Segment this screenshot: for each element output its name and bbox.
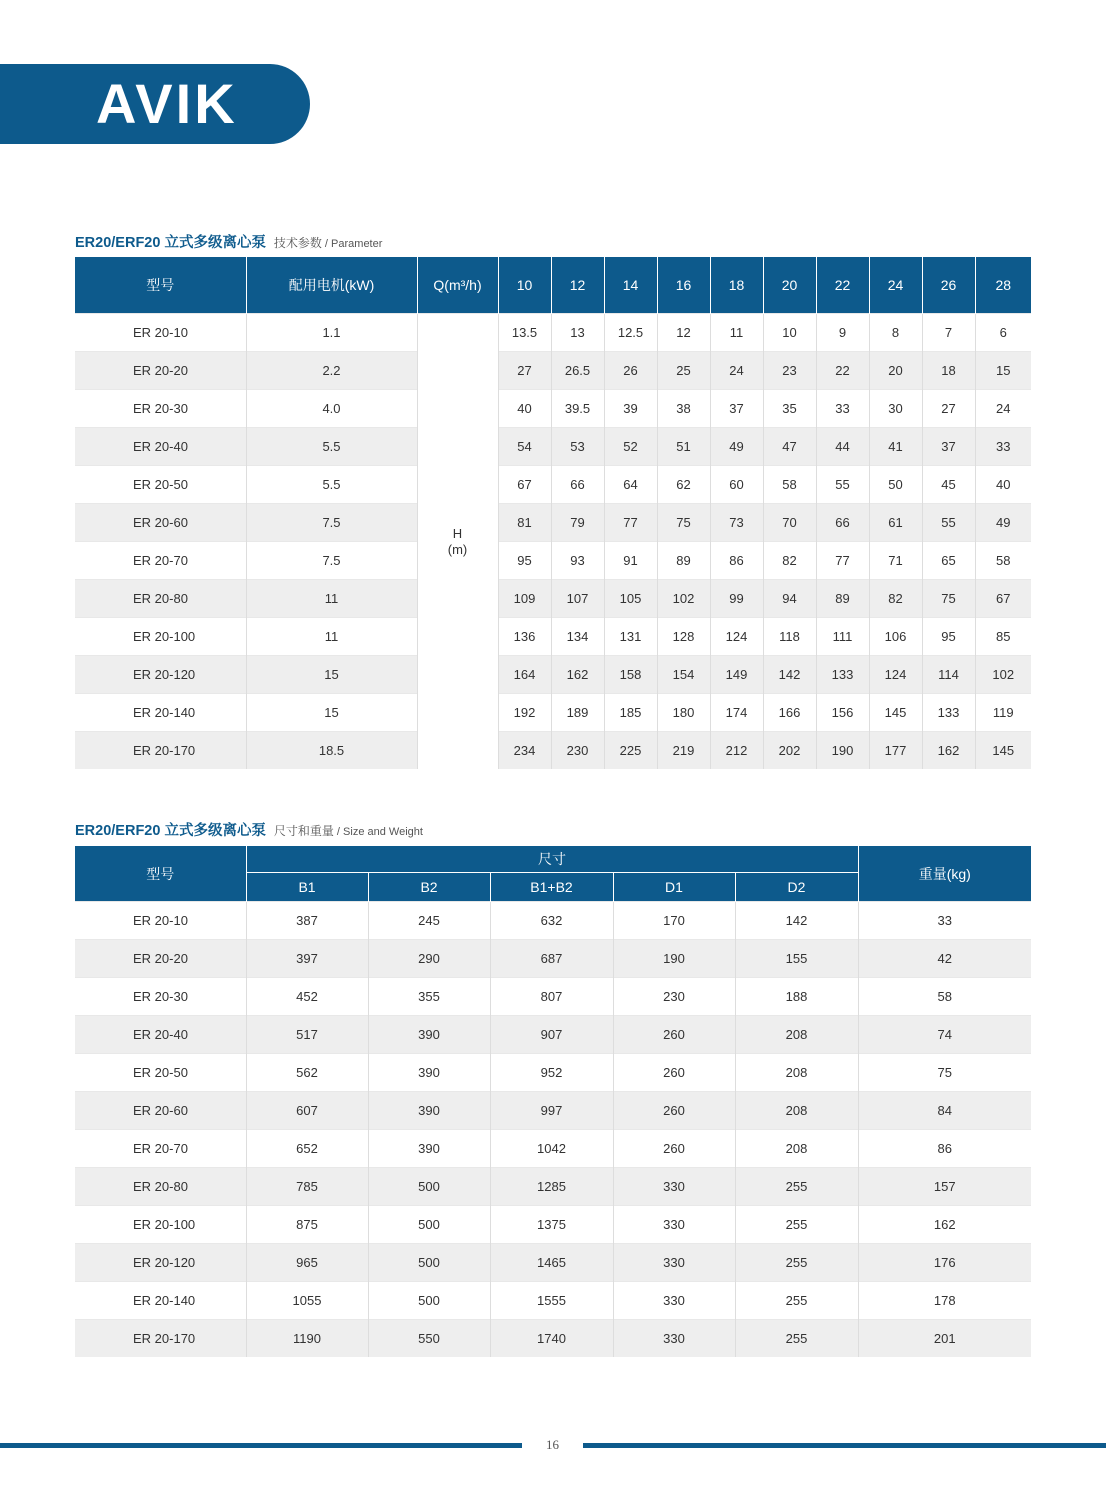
section-title-en: / Size and Weight: [333, 826, 423, 838]
section-title-sub: 尺寸和重量: [273, 824, 334, 838]
header-col-b1: B1: [246, 873, 368, 902]
head-value-cell: 162: [551, 656, 604, 694]
head-value-cell: 55: [816, 466, 869, 504]
table-row: [75, 694, 1031, 732]
page-number: 16: [546, 1437, 559, 1452]
b12-cell: 907: [490, 1016, 613, 1054]
head-value-cell: 66: [551, 466, 604, 504]
model-cell: ER 20-60: [75, 504, 246, 542]
head-value-cell: 133: [922, 694, 975, 732]
d1-cell: 170: [613, 902, 735, 940]
motor-cell: 11: [246, 618, 417, 656]
section-title-main: ER20/ERF20 立式多级离心泵: [75, 823, 266, 839]
b1-cell: 652: [246, 1130, 368, 1168]
motor-cell: 11: [246, 580, 417, 618]
table-row: [75, 1092, 1031, 1130]
table-row: [75, 656, 1031, 694]
head-value-cell: 47: [763, 428, 816, 466]
size-section-title: [75, 819, 423, 840]
d1-cell: 330: [613, 1320, 735, 1358]
d2-cell: 208: [735, 1054, 858, 1092]
motor-cell: 15: [246, 656, 417, 694]
table-row: [75, 940, 1031, 978]
d2-cell: 188: [735, 978, 858, 1016]
head-value-cell: 6: [975, 314, 1031, 352]
head-value-cell: 82: [869, 580, 922, 618]
header-flow-14: 14: [604, 257, 657, 314]
head-value-cell: 131: [604, 618, 657, 656]
parameter-section-title: [75, 231, 382, 252]
d2-cell: 155: [735, 940, 858, 978]
head-value-cell: 174: [710, 694, 763, 732]
parameter-table-header: [75, 257, 1031, 314]
d1-cell: 190: [613, 940, 735, 978]
head-value-cell: 124: [710, 618, 763, 656]
head-value-cell: 234: [498, 732, 551, 770]
head-value-cell: 41: [869, 428, 922, 466]
header-col-d2: D2: [735, 873, 858, 902]
head-value-cell: 11: [710, 314, 763, 352]
header-motor: 配用电机(kW): [246, 257, 417, 314]
motor-cell: 5.5: [246, 466, 417, 504]
header-flow-26: 26: [922, 257, 975, 314]
motor-cell: 18.5: [246, 732, 417, 770]
head-value-cell: 64: [604, 466, 657, 504]
model-cell: ER 20-30: [75, 390, 246, 428]
model-cell: ER 20-170: [75, 732, 246, 770]
weight-cell: 75: [858, 1054, 1031, 1092]
head-value-cell: 49: [975, 504, 1031, 542]
head-label-h: H: [452, 525, 463, 541]
b12-cell: 1555: [490, 1282, 613, 1320]
d2-cell: 208: [735, 1092, 858, 1130]
section-title-sub: 技术参数: [273, 236, 322, 250]
b12-cell: 1042: [490, 1130, 613, 1168]
head-value-cell: 180: [657, 694, 710, 732]
head-value-cell: 77: [604, 504, 657, 542]
motor-cell: 7.5: [246, 542, 417, 580]
table-row: [75, 1016, 1031, 1054]
d2-cell: 208: [735, 1016, 858, 1054]
b2-cell: 550: [368, 1320, 490, 1358]
motor-cell: 15: [246, 694, 417, 732]
motor-cell: 4.0: [246, 390, 417, 428]
head-value-cell: 12.5: [604, 314, 657, 352]
d1-cell: 260: [613, 1092, 735, 1130]
head-label-cell: [417, 314, 498, 770]
head-value-cell: 86: [710, 542, 763, 580]
head-value-cell: 142: [763, 656, 816, 694]
head-value-cell: 128: [657, 618, 710, 656]
header-flow-10: 10: [498, 257, 551, 314]
head-value-cell: 37: [710, 390, 763, 428]
head-value-cell: 85: [975, 618, 1031, 656]
b2-cell: 500: [368, 1168, 490, 1206]
table-row: [75, 732, 1031, 770]
head-value-cell: 67: [498, 466, 551, 504]
section-title-main: ER20/ERF20 立式多级离心泵: [75, 235, 266, 251]
head-value-cell: 39: [604, 390, 657, 428]
size-weight-table: [75, 846, 1031, 1357]
head-value-cell: 12: [657, 314, 710, 352]
head-value-cell: 189: [551, 694, 604, 732]
b12-cell: 1740: [490, 1320, 613, 1358]
head-value-cell: 166: [763, 694, 816, 732]
d1-cell: 230: [613, 978, 735, 1016]
head-value-cell: 51: [657, 428, 710, 466]
head-value-cell: 55: [922, 504, 975, 542]
table-row: [75, 428, 1031, 466]
table-row: [75, 1320, 1031, 1358]
table-row: [75, 352, 1031, 390]
weight-cell: 162: [858, 1206, 1031, 1244]
head-value-cell: 95: [922, 618, 975, 656]
head-value-cell: 9: [816, 314, 869, 352]
head-value-cell: 105: [604, 580, 657, 618]
header-size: 尺寸: [246, 846, 858, 873]
model-cell: ER 20-80: [75, 1168, 246, 1206]
header-flow-16: 16: [657, 257, 710, 314]
d2-cell: 142: [735, 902, 858, 940]
head-value-cell: 8: [869, 314, 922, 352]
head-value-cell: 95: [498, 542, 551, 580]
brand-logo: AVIK: [96, 72, 238, 135]
motor-cell: 1.1: [246, 314, 417, 352]
b12-cell: 1465: [490, 1244, 613, 1282]
head-value-cell: 61: [869, 504, 922, 542]
weight-cell: 42: [858, 940, 1031, 978]
head-value-cell: 15: [975, 352, 1031, 390]
header-flow-18: 18: [710, 257, 763, 314]
model-cell: ER 20-120: [75, 1244, 246, 1282]
head-value-cell: 39.5: [551, 390, 604, 428]
footer-rule-right: [583, 1443, 1106, 1448]
head-value-cell: 219: [657, 732, 710, 770]
model-cell: ER 20-50: [75, 1054, 246, 1092]
weight-cell: 58: [858, 978, 1031, 1016]
head-value-cell: 102: [657, 580, 710, 618]
head-value-cell: 26: [604, 352, 657, 390]
head-value-cell: 25: [657, 352, 710, 390]
head-value-cell: 114: [922, 656, 975, 694]
b1-cell: 785: [246, 1168, 368, 1206]
b2-cell: 500: [368, 1282, 490, 1320]
d2-cell: 255: [735, 1244, 858, 1282]
d2-cell: 255: [735, 1168, 858, 1206]
head-value-cell: 49: [710, 428, 763, 466]
header-col-d1: D1: [613, 873, 735, 902]
d2-cell: 255: [735, 1282, 858, 1320]
header-flow: Q(m³/h): [417, 257, 498, 314]
table-row: [75, 542, 1031, 580]
model-cell: ER 20-50: [75, 466, 246, 504]
head-value-cell: 94: [763, 580, 816, 618]
model-cell: ER 20-10: [75, 902, 246, 940]
head-value-cell: 44: [816, 428, 869, 466]
header-flow-20: 20: [763, 257, 816, 314]
head-value-cell: 89: [657, 542, 710, 580]
head-value-cell: 13.5: [498, 314, 551, 352]
model-cell: ER 20-100: [75, 618, 246, 656]
d2-cell: 208: [735, 1130, 858, 1168]
head-value-cell: 18: [922, 352, 975, 390]
weight-cell: 86: [858, 1130, 1031, 1168]
weight-cell: 84: [858, 1092, 1031, 1130]
head-value-cell: 52: [604, 428, 657, 466]
head-value-cell: 26.5: [551, 352, 604, 390]
footer-rule-left: [0, 1443, 522, 1448]
head-value-cell: 75: [657, 504, 710, 542]
b1-cell: 875: [246, 1206, 368, 1244]
head-value-cell: 99: [710, 580, 763, 618]
head-value-cell: 149: [710, 656, 763, 694]
table-row: [75, 978, 1031, 1016]
head-value-cell: 185: [604, 694, 657, 732]
head-label-unit: (m): [447, 541, 468, 557]
b2-cell: 390: [368, 1054, 490, 1092]
model-cell: ER 20-40: [75, 1016, 246, 1054]
head-value-cell: 23: [763, 352, 816, 390]
head-value-cell: 89: [816, 580, 869, 618]
head-value-cell: 133: [816, 656, 869, 694]
b12-cell: 997: [490, 1092, 613, 1130]
table-row: [75, 618, 1031, 656]
head-value-cell: 10: [763, 314, 816, 352]
b12-cell: 1375: [490, 1206, 613, 1244]
b12-cell: 1285: [490, 1168, 613, 1206]
head-value-cell: 106: [869, 618, 922, 656]
head-value-cell: 71: [869, 542, 922, 580]
d1-cell: 330: [613, 1244, 735, 1282]
head-value-cell: 24: [975, 390, 1031, 428]
b12-cell: 807: [490, 978, 613, 1016]
table-row: [75, 314, 1031, 352]
head-value-cell: 58: [975, 542, 1031, 580]
head-value-cell: 37: [922, 428, 975, 466]
head-value-cell: 40: [975, 466, 1031, 504]
head-value-cell: 75: [922, 580, 975, 618]
head-value-cell: 30: [869, 390, 922, 428]
head-value-cell: 40: [498, 390, 551, 428]
head-value-cell: 102: [975, 656, 1031, 694]
head-value-cell: 79: [551, 504, 604, 542]
weight-cell: 178: [858, 1282, 1031, 1320]
head-value-cell: 81: [498, 504, 551, 542]
header-col-b1-b2: B1+B2: [490, 873, 613, 902]
head-value-cell: 65: [922, 542, 975, 580]
table-row: [75, 1282, 1031, 1320]
head-value-cell: 70: [763, 504, 816, 542]
head-value-cell: 50: [869, 466, 922, 504]
head-value-cell: 33: [975, 428, 1031, 466]
head-value-cell: 67: [975, 580, 1031, 618]
b1-cell: 397: [246, 940, 368, 978]
b2-cell: 390: [368, 1130, 490, 1168]
head-value-cell: 156: [816, 694, 869, 732]
model-cell: ER 20-70: [75, 1130, 246, 1168]
weight-cell: 176: [858, 1244, 1031, 1282]
d1-cell: 330: [613, 1206, 735, 1244]
header-flow-22: 22: [816, 257, 869, 314]
model-cell: ER 20-140: [75, 694, 246, 732]
head-value-cell: 145: [975, 732, 1031, 770]
model-cell: ER 20-120: [75, 656, 246, 694]
head-value-cell: 13: [551, 314, 604, 352]
size-table-header: [75, 846, 1031, 873]
header-weight: 重量(kg): [858, 846, 1031, 902]
b12-cell: 632: [490, 902, 613, 940]
model-cell: ER 20-100: [75, 1206, 246, 1244]
header-model: 型号: [75, 846, 246, 902]
d2-cell: 255: [735, 1206, 858, 1244]
head-value-cell: 136: [498, 618, 551, 656]
b1-cell: 562: [246, 1054, 368, 1092]
header-model: 型号: [75, 257, 246, 314]
d1-cell: 330: [613, 1168, 735, 1206]
b2-cell: 500: [368, 1206, 490, 1244]
model-cell: ER 20-70: [75, 542, 246, 580]
b1-cell: 387: [246, 902, 368, 940]
weight-cell: 157: [858, 1168, 1031, 1206]
b2-cell: 390: [368, 1092, 490, 1130]
head-value-cell: 225: [604, 732, 657, 770]
head-value-cell: 38: [657, 390, 710, 428]
head-value-cell: 93: [551, 542, 604, 580]
b12-cell: 687: [490, 940, 613, 978]
head-value-cell: 20: [869, 352, 922, 390]
table-row: [75, 466, 1031, 504]
head-value-cell: 145: [869, 694, 922, 732]
head-value-cell: 190: [816, 732, 869, 770]
head-value-cell: 73: [710, 504, 763, 542]
d1-cell: 260: [613, 1016, 735, 1054]
b1-cell: 965: [246, 1244, 368, 1282]
head-value-cell: 109: [498, 580, 551, 618]
table-row: [75, 1206, 1031, 1244]
head-value-cell: 212: [710, 732, 763, 770]
parameter-table: [75, 257, 1031, 769]
head-value-cell: 111: [816, 618, 869, 656]
head-value-cell: 164: [498, 656, 551, 694]
header-col-b2: B2: [368, 873, 490, 902]
b2-cell: 290: [368, 940, 490, 978]
head-value-cell: 53: [551, 428, 604, 466]
head-value-cell: 134: [551, 618, 604, 656]
head-value-cell: 162: [922, 732, 975, 770]
weight-cell: 201: [858, 1320, 1031, 1358]
d1-cell: 330: [613, 1282, 735, 1320]
head-value-cell: 27: [922, 390, 975, 428]
table-row: [75, 390, 1031, 428]
b1-cell: 452: [246, 978, 368, 1016]
b2-cell: 355: [368, 978, 490, 1016]
head-value-cell: 24: [710, 352, 763, 390]
b1-cell: 1190: [246, 1320, 368, 1358]
model-cell: ER 20-30: [75, 978, 246, 1016]
head-value-cell: 35: [763, 390, 816, 428]
motor-cell: 5.5: [246, 428, 417, 466]
header-flow-28: 28: [975, 257, 1031, 314]
head-value-cell: 82: [763, 542, 816, 580]
model-cell: ER 20-170: [75, 1320, 246, 1358]
header-flow-12: 12: [551, 257, 604, 314]
head-value-cell: 22: [816, 352, 869, 390]
d1-cell: 260: [613, 1054, 735, 1092]
d1-cell: 260: [613, 1130, 735, 1168]
table-row: [75, 1244, 1031, 1282]
head-value-cell: 107: [551, 580, 604, 618]
b12-cell: 952: [490, 1054, 613, 1092]
head-value-cell: 158: [604, 656, 657, 694]
table-row: [75, 1130, 1031, 1168]
head-value-cell: 77: [816, 542, 869, 580]
b2-cell: 245: [368, 902, 490, 940]
head-value-cell: 118: [763, 618, 816, 656]
head-value-cell: 66: [816, 504, 869, 542]
weight-cell: 33: [858, 902, 1031, 940]
head-value-cell: 45: [922, 466, 975, 504]
model-cell: ER 20-60: [75, 1092, 246, 1130]
head-value-cell: 230: [551, 732, 604, 770]
d2-cell: 255: [735, 1320, 858, 1358]
head-value-cell: 202: [763, 732, 816, 770]
head-value-cell: 124: [869, 656, 922, 694]
b2-cell: 390: [368, 1016, 490, 1054]
head-value-cell: 91: [604, 542, 657, 580]
model-cell: ER 20-140: [75, 1282, 246, 1320]
head-value-cell: 60: [710, 466, 763, 504]
model-cell: ER 20-20: [75, 352, 246, 390]
motor-cell: 7.5: [246, 504, 417, 542]
model-cell: ER 20-10: [75, 314, 246, 352]
head-value-cell: 119: [975, 694, 1031, 732]
b1-cell: 517: [246, 1016, 368, 1054]
motor-cell: 2.2: [246, 352, 417, 390]
head-value-cell: 27: [498, 352, 551, 390]
table-row: [75, 1054, 1031, 1092]
table-row: [75, 1168, 1031, 1206]
table-row: [75, 580, 1031, 618]
head-value-cell: 154: [657, 656, 710, 694]
model-cell: ER 20-20: [75, 940, 246, 978]
header-flow-24: 24: [869, 257, 922, 314]
model-cell: ER 20-80: [75, 580, 246, 618]
head-value-cell: 192: [498, 694, 551, 732]
b1-cell: 607: [246, 1092, 368, 1130]
b2-cell: 500: [368, 1244, 490, 1282]
weight-cell: 74: [858, 1016, 1031, 1054]
head-value-cell: 58: [763, 466, 816, 504]
section-title-en: / Parameter: [321, 238, 383, 250]
head-value-cell: 62: [657, 466, 710, 504]
table-row: [75, 902, 1031, 940]
head-value-cell: 177: [869, 732, 922, 770]
table-row: [75, 504, 1031, 542]
head-value-cell: 33: [816, 390, 869, 428]
model-cell: ER 20-40: [75, 428, 246, 466]
head-value-cell: 7: [922, 314, 975, 352]
b1-cell: 1055: [246, 1282, 368, 1320]
head-value-cell: 54: [498, 428, 551, 466]
